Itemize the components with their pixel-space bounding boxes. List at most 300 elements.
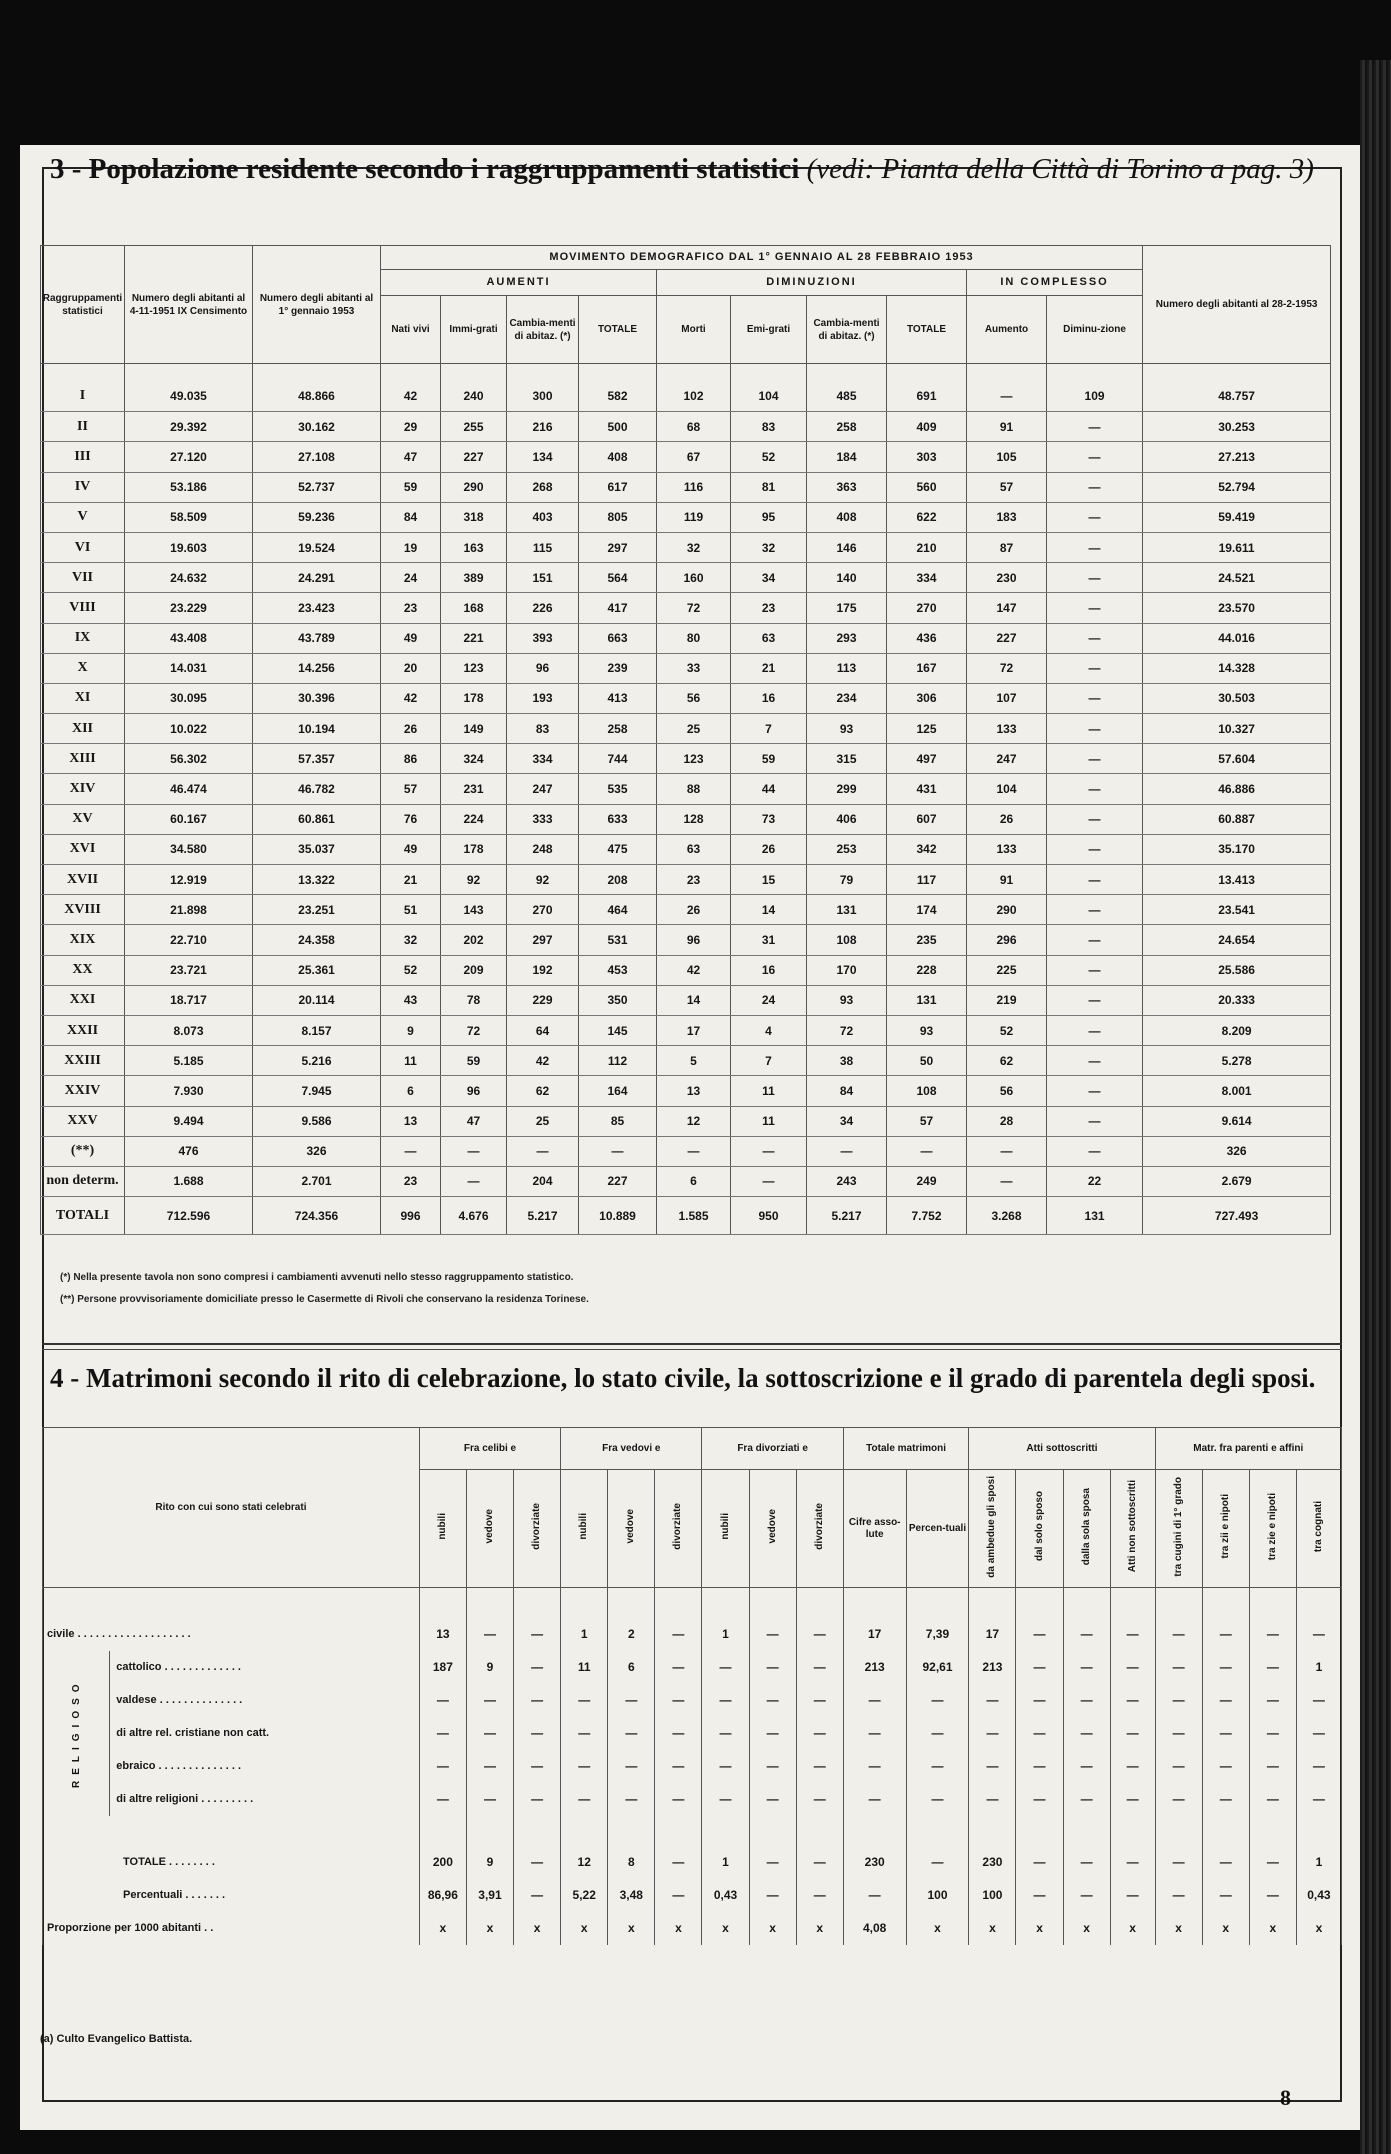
- table-cell: 193: [507, 683, 579, 713]
- table-cell: —: [1110, 1750, 1155, 1783]
- table-cell: —: [1063, 1684, 1110, 1717]
- table-cell: 2: [608, 1618, 655, 1651]
- table-cell: —: [1047, 955, 1143, 985]
- h-atti-0-text: da ambedue gli sposi: [986, 1475, 998, 1578]
- table-cell: x: [1202, 1912, 1249, 1945]
- table-cell: 32: [657, 532, 731, 562]
- table-cell: 229: [507, 985, 579, 1015]
- table-cell: —: [1296, 1618, 1341, 1651]
- table-cell: 17: [657, 1015, 731, 1045]
- table-cell: 9: [381, 1015, 441, 1045]
- table-cell: —: [1063, 1783, 1110, 1816]
- table-cell: —: [967, 1166, 1047, 1196]
- table-cell: —: [1047, 472, 1143, 502]
- table-cell: —: [655, 1750, 702, 1783]
- row-label: XXV: [41, 1106, 125, 1136]
- table-cell: 149: [441, 714, 507, 744]
- table-cell: 270: [887, 593, 967, 623]
- table-cell: 0,43: [702, 1879, 749, 1912]
- table-cell: 406: [807, 804, 887, 834]
- table-cell: 50: [887, 1046, 967, 1076]
- table-cell: —: [843, 1750, 906, 1783]
- table-cell: 7: [731, 1046, 807, 1076]
- table-cell: 56: [967, 1076, 1047, 1106]
- note-2: (**) Persone provvisoriamente domiciliate presso le Casermette di Rivoli che conservano la residenza Torinese.: [60, 1294, 589, 1305]
- table-cell: —: [906, 1717, 969, 1750]
- table-cell: 123: [441, 653, 507, 683]
- table-cell: 24.632: [125, 563, 253, 593]
- spacer-cell: [419, 1588, 466, 1618]
- table-cell: —: [514, 1651, 561, 1684]
- table-cell: —: [441, 1136, 507, 1166]
- table-cell: 131: [1047, 1197, 1143, 1235]
- h-sub-0-text: nubili: [436, 1513, 448, 1540]
- table-cell: 12: [561, 1846, 608, 1879]
- table-row: [41, 382, 1331, 412]
- table-cell: 9.586: [253, 1106, 381, 1136]
- table-cell: 24: [731, 985, 807, 1015]
- table-cell: 59.236: [253, 502, 381, 532]
- table-cell: —: [1155, 1750, 1202, 1783]
- table-cell: 117: [887, 865, 967, 895]
- table-row: [41, 683, 1331, 713]
- spacer-cell: [1202, 1588, 1249, 1618]
- table-cell: —: [1155, 1846, 1202, 1879]
- spacer-cell: [843, 1816, 906, 1846]
- table-cell: x: [906, 1912, 969, 1945]
- h-vedovi: Fra vedovi e: [561, 1428, 702, 1470]
- table-cell: 560: [887, 472, 967, 502]
- table-cell: —: [561, 1750, 608, 1783]
- table-cell: 306: [887, 683, 967, 713]
- table-cell: 5,22: [561, 1879, 608, 1912]
- table-spacer-row: [43, 1816, 1342, 1846]
- table-cell: —: [1202, 1783, 1249, 1816]
- table-cell: 213: [969, 1651, 1016, 1684]
- table-cell: —: [1016, 1879, 1063, 1912]
- table-cell: 8.209: [1143, 1015, 1331, 1045]
- table-row: [41, 502, 1331, 532]
- h-matr: Matr. fra parenti e affini: [1155, 1428, 1341, 1470]
- table-cell: 52: [381, 955, 441, 985]
- spacer-cell: [1155, 1816, 1202, 1846]
- h-movement: MOVIMENTO DEMOGRAFICO DAL 1° GENNAIO AL 28 FEBBRAIO 1953: [381, 246, 1143, 270]
- table-cell: 25: [507, 1106, 579, 1136]
- table-cell: 25.586: [1143, 955, 1331, 985]
- table-cell: 9: [466, 1846, 513, 1879]
- h-cambia2: Cambia-menti di abitaz. (*): [807, 296, 887, 364]
- row-label: XXIV: [41, 1076, 125, 1106]
- section3-notes: [60, 1267, 589, 1311]
- table-cell: 3,48: [608, 1879, 655, 1912]
- row-label-text: di altre religioni: [116, 1793, 199, 1805]
- table-cell: 62: [967, 1046, 1047, 1076]
- document-page: [20, 145, 1360, 2130]
- table-cell: —: [1110, 1651, 1155, 1684]
- table-cell: —: [655, 1783, 702, 1816]
- table-cell: —: [507, 1136, 579, 1166]
- table-cell: 76: [381, 804, 441, 834]
- table-cell: 63: [657, 834, 731, 864]
- h-atti: Atti sottoscritti: [969, 1428, 1155, 1470]
- table-row: [41, 1136, 1331, 1166]
- table-cell: 290: [967, 895, 1047, 925]
- spacer-cell: [1296, 1816, 1341, 1846]
- table-cell: 43: [381, 985, 441, 1015]
- table-cell: 208: [579, 865, 657, 895]
- table-row: [43, 1717, 1342, 1750]
- h-jan: Numero degli abitanti al 1° gennaio 1953: [253, 246, 381, 364]
- table-cell: —: [749, 1879, 796, 1912]
- table-cell: 63: [731, 623, 807, 653]
- row-label: IV: [41, 472, 125, 502]
- table-cell: x: [1296, 1912, 1341, 1945]
- table-cell: 712.596: [125, 1197, 253, 1235]
- table-cell: —: [1249, 1684, 1296, 1717]
- table-cell: —: [1047, 714, 1143, 744]
- row-label: XVIII: [41, 895, 125, 925]
- table-cell: —: [796, 1684, 843, 1717]
- table-cell: 175: [807, 593, 887, 623]
- table-row: [43, 1783, 1342, 1816]
- table-row: [41, 623, 1331, 653]
- table-cell: 27.108: [253, 442, 381, 472]
- table-cell: 83: [507, 714, 579, 744]
- table-cell: 253: [807, 834, 887, 864]
- table-row: [41, 774, 1331, 804]
- table-cell: 91: [967, 865, 1047, 895]
- table-cell: —: [655, 1684, 702, 1717]
- table-cell: —: [608, 1750, 655, 1783]
- table-cell: x: [1249, 1912, 1296, 1945]
- table-cell: 30.253: [1143, 412, 1331, 442]
- table-row: [41, 1106, 1331, 1136]
- row-label-dots: . . . . . . . . . . . . . . . . . . .: [77, 1628, 191, 1640]
- table-cell: x: [466, 1912, 513, 1945]
- table-cell: 234: [807, 683, 887, 713]
- table-cell: 5.278: [1143, 1046, 1331, 1076]
- table-cell: 20.333: [1143, 985, 1331, 1015]
- table-cell: x: [1016, 1912, 1063, 1945]
- table-cell: —: [561, 1717, 608, 1750]
- table-cell: —: [1155, 1879, 1202, 1912]
- table-cell: 92: [441, 865, 507, 895]
- table-cell: 333: [507, 804, 579, 834]
- table-cell: x: [749, 1912, 796, 1945]
- table-cell: 5: [657, 1046, 731, 1076]
- table-cell: —: [514, 1783, 561, 1816]
- totals-row: [41, 1197, 1331, 1235]
- table-cell: —: [906, 1846, 969, 1879]
- summary-row-percentuali: [43, 1879, 1342, 1912]
- h-atti-3-text: Atti non sottoscritti: [1126, 1480, 1138, 1573]
- table-cell: 8.001: [1143, 1076, 1331, 1106]
- table-cell: 58.509: [125, 502, 253, 532]
- summary-row-totale: [43, 1846, 1342, 1879]
- marriages-table-body: [43, 1588, 1342, 1945]
- h-sub-1-text: vedove: [483, 1509, 495, 1544]
- table-cell: 8: [608, 1846, 655, 1879]
- table-cell: 10.022: [125, 714, 253, 744]
- table-row: [41, 1166, 1331, 1196]
- table-cell: 109: [1047, 382, 1143, 412]
- table-cell: —: [1016, 1618, 1063, 1651]
- table-cell: 51: [381, 895, 441, 925]
- table-cell: x: [561, 1912, 608, 1945]
- table-cell: —: [1047, 683, 1143, 713]
- table-cell: 393: [507, 623, 579, 653]
- table-cell: —: [514, 1618, 561, 1651]
- table-cell: 86: [381, 744, 441, 774]
- table-row: [41, 925, 1331, 955]
- section4-title: 4 - Matrimoni secondo il rito di celebrazione, lo stato civile, la sottoscrizione e il grado di parentela degli sposi.: [50, 1363, 1316, 1393]
- table-cell: 21: [731, 653, 807, 683]
- table-cell: —: [657, 1136, 731, 1166]
- table-cell: —: [1155, 1783, 1202, 1816]
- table-cell: 564: [579, 563, 657, 593]
- table-cell: 200: [419, 1846, 466, 1879]
- table-cell: 43.408: [125, 623, 253, 653]
- table-row: [41, 985, 1331, 1015]
- table-cell: —: [1047, 563, 1143, 593]
- table-cell: 20: [381, 653, 441, 683]
- table-cell: —: [969, 1684, 1016, 1717]
- table-cell: —: [608, 1684, 655, 1717]
- table-cell: 6: [381, 1076, 441, 1106]
- table-cell: 72: [967, 653, 1047, 683]
- row-label: TOTALI: [41, 1197, 125, 1235]
- table-cell: 24: [381, 563, 441, 593]
- h-matr-0-text: tra cugini di 1° grado: [1172, 1476, 1184, 1577]
- row-label: [110, 1651, 420, 1684]
- table-cell: 9: [466, 1651, 513, 1684]
- table-cell: —: [608, 1717, 655, 1750]
- h-sub-7: [749, 1470, 796, 1588]
- table-cell: 53.186: [125, 472, 253, 502]
- table-cell: 453: [579, 955, 657, 985]
- spacer-cell: [702, 1816, 749, 1846]
- table-cell: 231: [441, 774, 507, 804]
- table-cell: 15: [731, 865, 807, 895]
- table-cell: 724.356: [253, 1197, 381, 1235]
- table-cell: 163: [441, 532, 507, 562]
- h-sub-4-text: vedove: [625, 1509, 637, 1544]
- table-cell: —: [1063, 1750, 1110, 1783]
- h-morti: Morti: [657, 296, 731, 364]
- h-sub-2: [514, 1470, 561, 1588]
- table-cell: 13: [419, 1618, 466, 1651]
- table-cell: 497: [887, 744, 967, 774]
- section3-title-main: 3 - Popolazione residente secondo i raggruppamenti statistici: [50, 153, 800, 185]
- h-diminuzione: Diminu-zione: [1047, 296, 1143, 364]
- section-divider-thin: [42, 1349, 1342, 1350]
- h-matr-1-text: tra zii e nipoti: [1219, 1494, 1231, 1559]
- table-cell: 7,39: [906, 1618, 969, 1651]
- table-cell: 96: [507, 653, 579, 683]
- table-cell: x: [796, 1912, 843, 1945]
- spacer-cell: [561, 1816, 608, 1846]
- table-cell: 46.886: [1143, 774, 1331, 804]
- table-cell: 102: [657, 382, 731, 412]
- row-label: XVI: [41, 834, 125, 864]
- table-cell: 17: [843, 1618, 906, 1651]
- table-cell: 192: [507, 955, 579, 985]
- table-cell: 10.194: [253, 714, 381, 744]
- spacer-cell: [1202, 1816, 1249, 1846]
- table-cell: 14: [731, 895, 807, 925]
- table-cell: —: [796, 1750, 843, 1783]
- table-cell: 13: [657, 1076, 731, 1106]
- table-cell: 239: [579, 653, 657, 683]
- table-cell: 72: [807, 1015, 887, 1045]
- table-cell: —: [702, 1684, 749, 1717]
- table-cell: 49: [381, 623, 441, 653]
- row-label-dots: . . . . . . . . . . . . .: [164, 1661, 241, 1673]
- table-cell: 268: [507, 472, 579, 502]
- table-cell: —: [887, 1136, 967, 1166]
- population-table: [40, 245, 1331, 1235]
- table-cell: 7.930: [125, 1076, 253, 1106]
- table-cell: —: [1110, 1684, 1155, 1717]
- table-cell: —: [1202, 1846, 1249, 1879]
- table-cell: 133: [967, 714, 1047, 744]
- h-totale-matrimoni: Totale matrimoni: [843, 1428, 969, 1470]
- h-sub-3-text: nubili: [578, 1513, 590, 1540]
- table-cell: 113: [807, 653, 887, 683]
- table-cell: —: [514, 1717, 561, 1750]
- table-cell: 170: [807, 955, 887, 985]
- spacer-cell: [969, 1588, 1016, 1618]
- h-group: Raggruppamenti statistici: [41, 246, 125, 364]
- h-nati: Nati vivi: [381, 296, 441, 364]
- row-label: VIII: [41, 593, 125, 623]
- table-row: [41, 865, 1331, 895]
- table-cell: 210: [887, 532, 967, 562]
- table-cell: —: [749, 1618, 796, 1651]
- table-cell: 249: [887, 1166, 967, 1196]
- h-rito: Rito con cui sono stati celebrati: [43, 1428, 420, 1588]
- table-cell: 22: [1047, 1166, 1143, 1196]
- table-cell: 0,43: [1296, 1879, 1341, 1912]
- table-cell: 59: [381, 472, 441, 502]
- table-cell: 297: [507, 925, 579, 955]
- row-label: X: [41, 653, 125, 683]
- table-cell: 30.095: [125, 683, 253, 713]
- table-cell: 622: [887, 502, 967, 532]
- table-cell: —: [1047, 804, 1143, 834]
- table-cell: 326: [253, 1136, 381, 1166]
- table-cell: 29: [381, 412, 441, 442]
- table-cell: 87: [967, 532, 1047, 562]
- table-cell: 44: [731, 774, 807, 804]
- h-sub-7-text: vedove: [766, 1509, 778, 1544]
- table-cell: 363: [807, 472, 887, 502]
- table-cell: 18.717: [125, 985, 253, 1015]
- table-cell: —: [1047, 1076, 1143, 1106]
- table-cell: 224: [441, 804, 507, 834]
- table-cell: 131: [807, 895, 887, 925]
- table-cell: 104: [731, 382, 807, 412]
- table-cell: 350: [579, 985, 657, 1015]
- table-cell: —: [1047, 774, 1143, 804]
- table-cell: —: [843, 1717, 906, 1750]
- table-row: [41, 895, 1331, 925]
- table-cell: —: [1296, 1783, 1341, 1816]
- table-cell: —: [419, 1684, 466, 1717]
- section4-footnote: (a) Culto Evangelico Battista.: [40, 2033, 193, 2045]
- table-cell: 805: [579, 502, 657, 532]
- table-cell: —: [1047, 442, 1143, 472]
- table-cell: 324: [441, 744, 507, 774]
- table-cell: 230: [969, 1846, 1016, 1879]
- spacer-cell: [466, 1588, 513, 1618]
- row-label: [110, 1684, 420, 1717]
- h-matr-2: [1249, 1470, 1296, 1588]
- table-cell: —: [1110, 1717, 1155, 1750]
- table-row: [41, 472, 1331, 502]
- table-cell: 47: [441, 1106, 507, 1136]
- table-cell: —: [731, 1136, 807, 1166]
- table-cell: 48.866: [253, 382, 381, 412]
- table-cell: 19: [381, 532, 441, 562]
- table-cell: —: [843, 1783, 906, 1816]
- table-cell: —: [1047, 1046, 1143, 1076]
- spacer-cell: [969, 1816, 1016, 1846]
- table-cell: 633: [579, 804, 657, 834]
- table-cell: —: [514, 1879, 561, 1912]
- row-label: XX: [41, 955, 125, 985]
- row-label: [110, 1717, 420, 1750]
- table-cell: —: [1296, 1750, 1341, 1783]
- table-cell: 91: [967, 412, 1047, 442]
- table-cell: —: [967, 382, 1047, 412]
- table-cell: 30.503: [1143, 683, 1331, 713]
- table-cell: 35.170: [1143, 834, 1331, 864]
- table-cell: x: [1063, 1912, 1110, 1945]
- table-cell: 123: [657, 744, 731, 774]
- spacer-cell: [1063, 1588, 1110, 1618]
- row-label: XXII: [41, 1015, 125, 1045]
- table-row: [41, 412, 1331, 442]
- table-cell: 300: [507, 382, 579, 412]
- row-label: V: [41, 502, 125, 532]
- table-cell: 35.037: [253, 834, 381, 864]
- table-cell: 227: [579, 1166, 657, 1196]
- table-cell: 2.701: [253, 1166, 381, 1196]
- table-cell: —: [1110, 1846, 1155, 1879]
- table-cell: 10.889: [579, 1197, 657, 1235]
- table-cell: —: [1249, 1651, 1296, 1684]
- table-cell: 3.268: [967, 1197, 1047, 1235]
- table-cell: 8.157: [253, 1015, 381, 1045]
- table-cell: 535: [579, 774, 657, 804]
- row-label: [43, 1846, 420, 1879]
- table-cell: 134: [507, 442, 579, 472]
- table-cell: 5.216: [253, 1046, 381, 1076]
- table-cell: 31: [731, 925, 807, 955]
- table-cell: 24.358: [253, 925, 381, 955]
- table-row: [43, 1750, 1342, 1783]
- table-cell: x: [702, 1912, 749, 1945]
- table-row: [41, 1015, 1331, 1045]
- table-cell: —: [466, 1783, 513, 1816]
- h-sub-6-text: nubili: [719, 1513, 731, 1540]
- row-label-text: Percentuali: [123, 1889, 183, 1901]
- spacer-cell: [466, 1816, 513, 1846]
- table-row: [41, 653, 1331, 683]
- spacer-cell: [1063, 1816, 1110, 1846]
- table-cell: 27.120: [125, 442, 253, 472]
